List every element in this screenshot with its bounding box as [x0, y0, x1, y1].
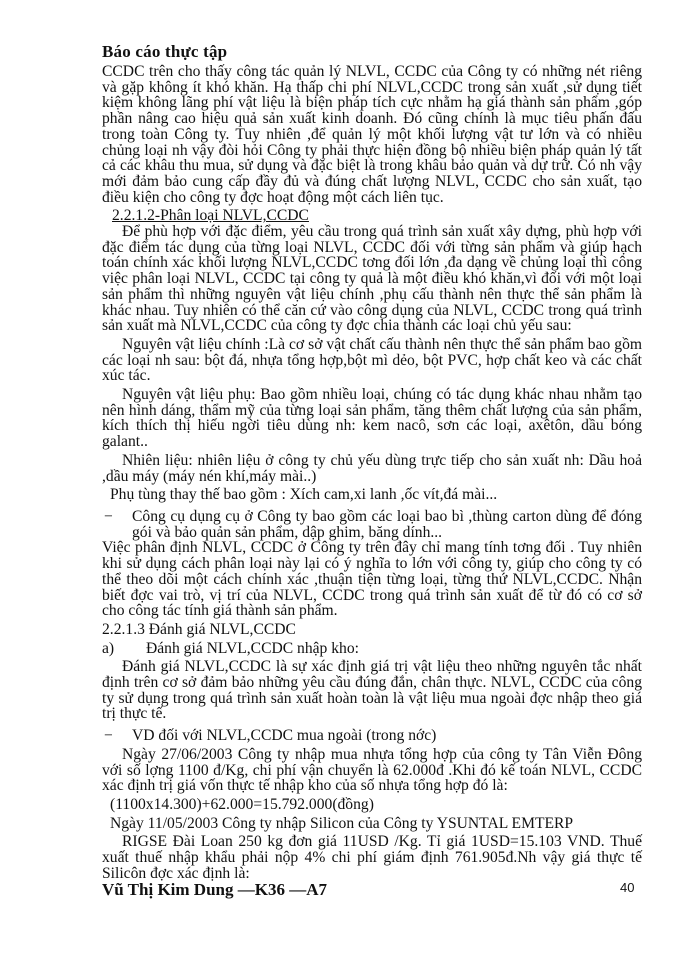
list-item-tools-text: Công cụ dụng cụ ở Công ty bao gồm các loại bao bì ,thùng carton dùng để đóng gói và bảo quản sản phẩm, dập ghim, băng dính... [132, 507, 642, 541]
paragraph-example-2-cont: RIGSE Đài Loan 250 kg đơn giá 11USD /Kg. Tỉ giá 1USD=15.103 VND. Thuế xuất thuế nhập khẩu phải nộp 4% chi phí giám định 761.905đ.Nh vậy giá thực tế Silicôn đợc xác định là: [102, 833, 642, 882]
paragraph-intro: CCDC trên cho thấy công tác quản lý NLVL, CCDC của Công ty có những nét riêng và gặp không ít khó khăn. Hạ thấp chi phí NLVL,CCDC trong sản xuất ,sử dụng tiết kiệm không lãng phí vật liệu là biện pháp tích cực nhằm hạ giá thành sản phẩm ,góp phần nâng cao hiệu quả sản xuất kinh doanh. Đó cũng chính là mục tiêu phấn đấu trong toàn Công ty. Tuy nhiên ,để quản lý một khối lượng vật tư lớn và có nhiều chủng loại nh vậy đòi hỏi Công ty phải thực hiện đồng bộ nhiều biện pháp quản lý tất cả các khâu thu mua, sử dụng và đặc biệt là trong khâu bảo quản và dự trữ. Có nh vậy mới đảm bảo cung cấp đầy đủ và đúng chất lượng NLVL, CCDC cho sản xuất, tạo điều kiện cho công ty đợc hoạt động một cách liên tục. [102, 63, 642, 206]
subsection-label: a) [102, 639, 115, 657]
paragraph-summary: Việc phân định NLVL, CCDC ở Công ty trên đây chỉ mang tính tơng đối . Tuy nhiên khi sử dụng cách phân loại này lại có ý nghĩa to lớn với công ty, giúp cho công ty có thể theo dõi một cách chính xác ,thuận tiện từng loại, từng thứ NLVL,CCDC. Nhận biết đợc vai trò, vị trí của NLVL, CCDC trong quá trình sản xuất để từ đó có cơ sở cho công tác tính giá thành sản phẩm. [102, 539, 642, 620]
paragraph-fuel: Nhiên liệu: nhiên liệu ở công ty chủ yếu dùng trực tiếp cho sản xuất nh: Dầu hoả ,dầu máy (máy nén khí,máy mài..) [102, 451, 642, 485]
paragraph-spare-parts: Phụ tùng thay thế bao gồm : Xích cam,xi lanh ,ốc vít,đá mài... [110, 486, 498, 504]
paragraph-main-materials: Nguyên vật liệu chính :Là cơ sở vật chất cấu thành nên thực thể sản phẩm bao gồm các loại nh sau: bột đá, nhựa tổng hợp,bột mì dẻo, bột PVC, hợp chất keo và các chất xúc tác. [102, 335, 642, 385]
paragraph-example-2: Ngày 11/05/2003 Công ty nhập Silicon của Công ty YSUNTAL EMTERP [110, 814, 574, 832]
paragraph-classification: Để phù hợp với đặc điểm, yêu cầu trong quá trình sản xuất xây dựng, phù hợp với đặc điểm tác dụng của từng loại NLVL, CCDC đối với từng sản phẩm và giúp hạch toán chính xác khối lượng NLVL,CCDC tơng đối lớn ,đa dạng về chủng loại thì công việc phân loại NLVL, CCDC tại công ty quả là một điều khó khăn,vì đối với một loại sản phẩm thì những nguyên vật liệu chính ,phụ cấu thành nên thực thể sản phẩm là khác nhau. Tuy nhiên có thể căn cứ vào công dụng của NLVL, CCDC trong quá trình sản xuất mà NLVL,CCDC của công ty đợc chia thành các loại chủ yếu sau: [102, 223, 642, 335]
paragraph-example-1: Ngày 27/06/2003 Công ty nhập mua nhựa tổng hợp của công ty Tân Viễn Đông với số lợng 1100 đ/Kg, chi phí vận chuyển là 62.000đ .Khi đó kế toán NLVL, CCDC xác định trị giá vốn thực tế nhập kho của số nhựa tổng hợp đó là: [102, 745, 642, 795]
list-item-example [102, 728, 642, 744]
paragraph-auxiliary-materials: Nguyên vật liệu phụ: Bao gồm nhiều loại, chúng có tác dụng khác nhau nhằm tạo nên hình dáng, thẩm mỹ của từng loại sản phẩm, tăng thêm chất lượng của sản phẩm, kích thích thị hiếu ngời tiêu dùng nh: kem nacô, sơn các loại, axêtôn, dầu bóng galant.. [102, 386, 642, 451]
section-heading-2212: 2.2.1.2-Phân loại NLVL,CCDC [112, 207, 309, 225]
paragraph-valuation: Đánh giá NLVL,CCDC là sự xác định giá trị vật liệu theo những nguyên tắc nhất định trên cơ sở đảm bảo những yêu cầu đúng đắn, chân thực. NLVL, CCDC của công ty sử dụng trong quá trình sản xuất hoàn toàn là vật liệu mua ngoài đợc nhập theo giá trị thực tế. [102, 658, 642, 723]
page-header: Báo cáo thực tập [102, 42, 228, 61]
paragraph-calculation: (1100x14.300)+62.000=15.792.000(đồng) [110, 795, 374, 813]
section-heading-2213: 2.2.1.3 Đánh giá NLVL,CCDC [102, 620, 296, 638]
page-body [102, 64, 642, 881]
subsection-heading-a [102, 641, 642, 657]
page-number: 40 [620, 880, 635, 895]
page-footer-author: Vũ Thị Kim Dung —K36 —A7 [102, 880, 327, 899]
subsection-heading-a-text: Đánh giá NLVL,CCDC nhập kho: [146, 639, 359, 657]
list-item-example-text: VD đối với NLVL,CCDC mua ngoài (trong nớc) [132, 727, 437, 745]
list-item-tools [102, 509, 642, 540]
dash-marker: − [104, 507, 113, 525]
dash-marker: − [104, 727, 113, 745]
